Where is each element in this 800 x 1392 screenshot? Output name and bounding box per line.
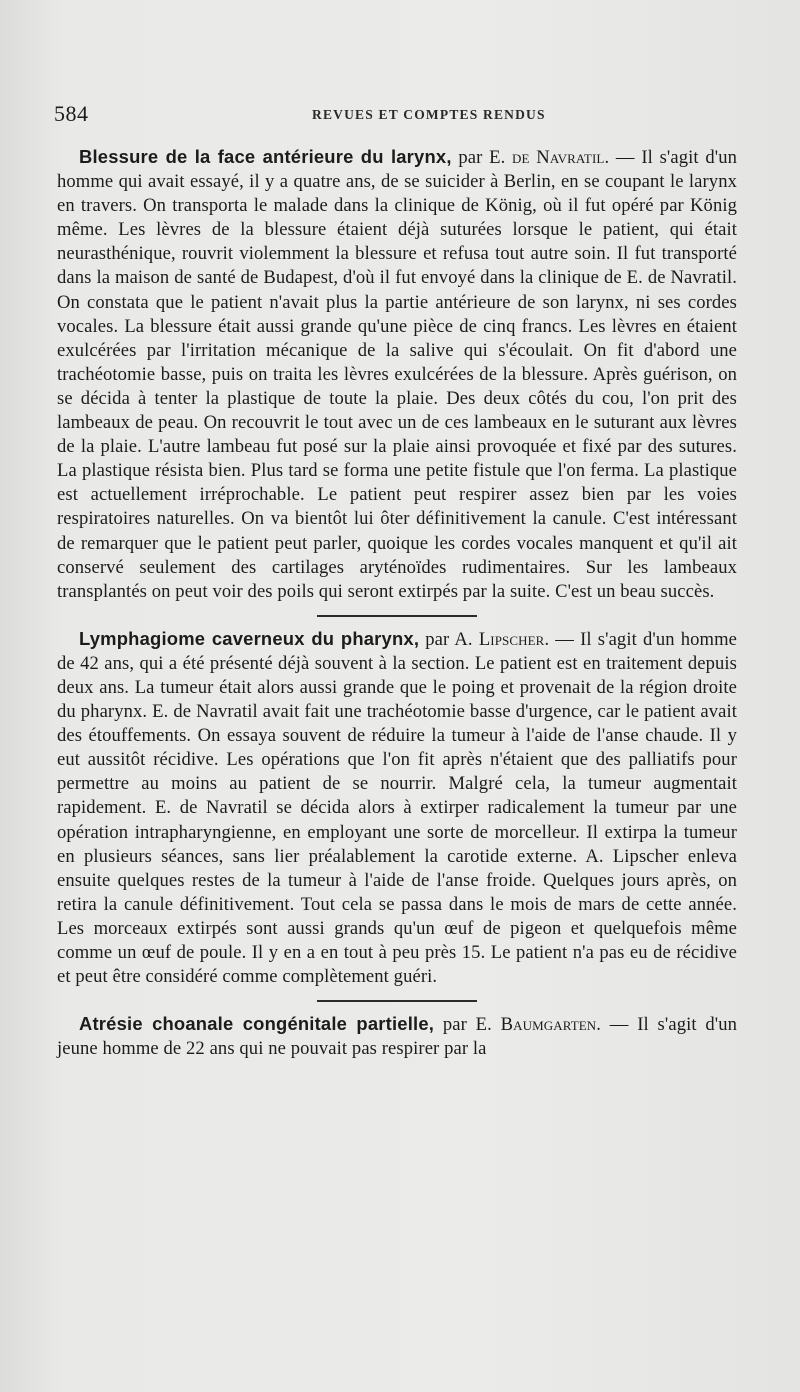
article-paragraph (57, 1012, 737, 1061)
section-divider (317, 1000, 477, 1002)
article-title: Atrésie choanale congénitale partielle, (79, 1013, 435, 1035)
author-prefix: par A. (425, 628, 473, 650)
page-header (54, 101, 744, 131)
body-text (57, 145, 737, 1061)
article-body: . — Il s'agit d'un homme de 42 ans, qui a été présenté déjà souvent à la section. Le patient est en traitement depuis deux ans. La tumeur était alors aussi grande que le poing et provenait de la région droite du pharynx. E. de Navratil avait fait une trachéotomie basse d'urgence, car le patient avait des étouffements. On essaya souvent de réduire la tumeur à l'aide de l'anse chaude. Il y eut aussitôt récidive. Les opérations que l'on fit après n'étaient que des palliatifs pour permettre au moins au patient de se nourrir. Malgré cela, la tumeur augmentait rapidement. E. de Navratil se décida alors à extirper radicalement la tumeur par une opération intrapharyngienne, en employant une sorte de morcelleur. Il extirpa la tumeur en plusieurs séances, sans lier préalablement la carotide externe. A. Lipscher enleva ensuite quelques restes de la tumeur à l'aide de l'anse froide. Quelques jours après, on retira la canule définitivement. Tout cela se passa dans le mois de mars de cette année. Les morceaux extirpés sont aussi grands qu'un œuf de pigeon et quelquefois même comme un œuf de poule. Il y en a en tout à peu près 15. Le patient n'a pas eu de récidive et peut être considéré comme complètement guéri. (57, 628, 738, 988)
article-body: . — Il s'agit d'un jeune homme de 22 ans qui ne pouvait pas respirer par la (57, 1014, 738, 1060)
article-choanal-atresia (57, 1012, 737, 1061)
article-title: Blessure de la face antérieure du larynx, (79, 146, 452, 167)
section-divider (317, 615, 477, 617)
author-prefix: par E. (442, 1014, 492, 1036)
article-paragraph (57, 145, 737, 604)
article-pharynx-lymphangioma (57, 627, 737, 989)
author-name: Baumgarten (500, 1014, 597, 1036)
running-title: REVUES ET COMPTES RENDUS (312, 107, 546, 122)
author-prefix: par E. (458, 147, 506, 168)
article-body: . — Il s'agit d'un homme qui avait essayé, il y a quatre ans, de se suicider à Berlin, en se coupant le larynx en travers. On transporta le malade dans la clinique de König, où il fut opéré par König même. Les lèvres de la blessure étaient déjà suturées lorsque le patient, qui était neurasthénique, rouvrit violemment la blessure et refusa tout autre soin. Il fut transporté dans la maison de santé de Budapest, d'où il fut envoyé dans la clinique de E. de Navratil. On constata que le patient n'avait plus la partie antérieure de son larynx, ni ses cordes vocales. La blessure était aussi grande qu'une pièce de cinq francs. Les lèvres en étaient exulcérées par l'irritation mécanique de la salive qui s'écoulait. On fit d'abord une trachéotomie basse, puis on traita les lèvres exulcérées de la blessure. Après guérison, on se décida à tenter la plastique de toute la plaie. Des deux côtés du cou, l'on prit des lambeaux de peau. On recouvrit le tout avec un de ces lambeaux en le suturant aux lèvres de la plaie. L'autre lambeau fut posé sur la plaie ainsi provoquée et fixé par des sutures. La plastique résista bien. Plus tard se forma une petite fistule que l'on ferma. La plastique est actuellement irréprochable. Le patient peut respirer assez bien par les voies respiratoires naturelles. On va bientôt lui ôter définitivement la canule. C'est intéressant de remarquer que le patient peut parler, quoique les cordes vocales manquent et qu'il ait conservé seulement des cartilages aryténoïdes rudimentaires. Sur les lambeaux transplantés on peut voir des poils qui seront extirpés par la suite. C'est un beau succès. (57, 147, 738, 602)
article-title: Lymphagiome caverneux du pharynx, (79, 627, 420, 649)
author-name: Lipscher (478, 628, 545, 650)
page-number: 584 (54, 101, 89, 126)
article-larynx-wound (57, 145, 737, 604)
article-paragraph (57, 627, 737, 989)
author-name: de Navratil (512, 147, 605, 168)
